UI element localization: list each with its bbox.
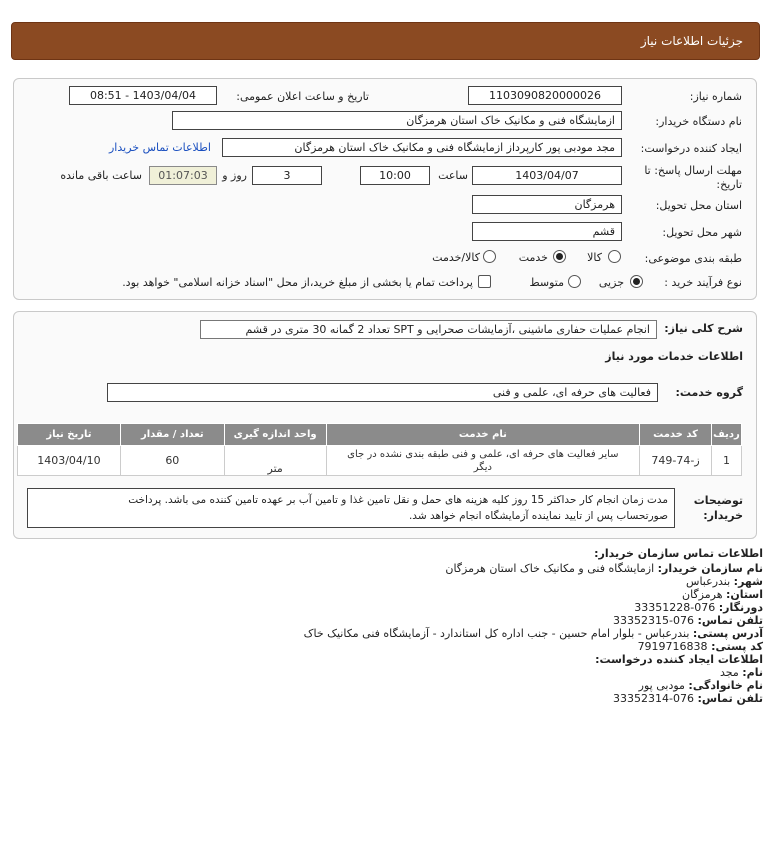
contact-city [686, 575, 763, 588]
col-qty: تعداد / مقدار [120, 424, 224, 446]
creator-phone-value: 076-33352314 [613, 692, 695, 705]
process-option-medium: متوسط [529, 276, 564, 289]
category-option-goods: کالا [587, 251, 602, 264]
days-label: روز و [222, 169, 247, 182]
col-row: ردیف [711, 424, 741, 446]
city-label: شهر محل تحویل: [662, 226, 742, 239]
postal-label: کد پستی: [711, 640, 763, 653]
creator-label: ایجاد کننده درخواست: [640, 142, 742, 155]
table-header-row [18, 424, 742, 446]
deadline-label-1: مهلت ارسال پاسخ: تا [644, 164, 742, 177]
cell-date: 1403/04/10 [18, 446, 121, 476]
contact-buyer-name [445, 562, 763, 575]
buyer-notes-line-2: صورتحساب پس از تایید نماینده آزمایشگاه انجام خواهد شد. [408, 510, 668, 522]
fax-label: دورنگار: [718, 601, 763, 614]
contact-last-name [639, 679, 763, 692]
city-value: بندرعباس [686, 575, 731, 588]
deadline-time-field: 10:00 [360, 166, 430, 185]
buyer-name-label: نام سازمان خریدار: [657, 562, 763, 575]
contact-phone [613, 614, 763, 627]
process-radio-minor[interactable] [630, 275, 643, 288]
phone-value: 076-33352315 [613, 614, 695, 627]
postal-value: 7919716838 [637, 640, 708, 653]
buyer-label: نام دستگاه خریدار: [655, 115, 742, 128]
announce-field: 1403/04/04 - 08:51 [69, 86, 217, 105]
last-name-label: نام خانوادگی: [688, 679, 763, 692]
buyer-notes-label-1: توضیحات [693, 494, 743, 507]
address-label: آدرس پستی: [692, 627, 763, 640]
buyer-contact-link[interactable]: اطلاعات تماس خریدار [109, 141, 211, 154]
category-radio-goods[interactable] [608, 250, 621, 263]
buyer-notes-box [27, 488, 675, 528]
creator-phone-label: تلفن تماس: [697, 692, 763, 705]
category-label: طبقه بندی موضوعی: [644, 252, 742, 265]
category-radio-service[interactable] [553, 250, 566, 263]
city-field: قشم [472, 222, 622, 241]
remaining-label: ساعت باقی مانده [60, 169, 142, 182]
page-title: جزئیات اطلاعات نیاز [640, 34, 743, 48]
items-table [17, 423, 742, 476]
summary-label: شرح کلی نیاز: [664, 322, 743, 335]
contact-first-name [720, 666, 763, 679]
city-label: شهر: [733, 575, 763, 588]
process-radio-medium[interactable] [568, 275, 581, 288]
fax-value: 076-33351228 [634, 601, 716, 614]
contact-province [682, 588, 763, 601]
address-value: بندرعباس - بلوار امام حسین - جنب اداره کل استاندارد - آزمایشگاه فنی مکانیک خاک [303, 627, 690, 640]
category-option-goods-service: کالا/خدمت [432, 251, 480, 264]
contact-creator-phone [613, 692, 763, 705]
treasury-checkbox[interactable] [478, 275, 491, 288]
buyer-name-value: ازمایشگاه فنی و مکانیک خاک استان هرمزگان [445, 562, 655, 575]
col-code: کد خدمت [640, 424, 712, 446]
buyer-notes-line-1: مدت زمان انجام کار حداکثر 15 روز کلیه هزینه های حمل و نقل تامین غذا و تامین آب بر عهده تامین کننده می باشد. پرداخت [128, 494, 668, 506]
contact-fax [634, 601, 763, 614]
contact-postal [638, 640, 763, 653]
province-value: هرمزگان [682, 588, 723, 601]
cell-qty: 60 [120, 446, 224, 476]
contact-org-heading: اطلاعات تماس سازمان خریدار: [594, 547, 763, 560]
time-label: ساعت [438, 169, 468, 182]
days-field: 3 [252, 166, 322, 185]
category-radio-goods-service[interactable] [483, 250, 496, 263]
creator-field: مجد مودبی پور کارپرداز ازمایشگاه فنی و مکانیک خاک استان هرمزگان [222, 138, 622, 157]
cell-row: 1 [711, 446, 741, 476]
deadline-label-2: تاریخ: [716, 178, 742, 191]
province-field: هرمزگان [472, 195, 622, 214]
buyer-notes-label-2: خریدار: [703, 509, 743, 522]
contact-address [304, 627, 763, 640]
announce-label: تاریخ و ساعت اعلان عمومی: [236, 90, 369, 103]
col-unit: واحد اندازه گیری [224, 424, 326, 446]
summary-field: انجام عملیات حفاری ماشینی ،آزمایشات صحرایی و SPT تعداد 2 گمانه 30 متری در قشم [200, 320, 657, 339]
cell-name: سایر فعالیت های حرفه ای، علمی و فنی طبقه بندی نشده در جای دیگر [326, 446, 640, 476]
buyer-field: ازمایشگاه فنی و مکانیک خاک استان هرمزگان [172, 111, 622, 130]
cell-unit: متر [224, 446, 326, 476]
header-bar [11, 22, 760, 60]
process-option-minor: جزیی [598, 276, 624, 289]
treasury-note: پرداخت تمام یا بخشی از مبلغ خرید،از محل "اسناد خزانه اسلامی" خواهد بود. [122, 276, 473, 289]
last-name-value: مودبی پور [638, 679, 685, 692]
category-option-service: خدمت [518, 251, 548, 264]
need-number-label: شماره نیاز: [689, 90, 742, 103]
col-name: نام خدمت [326, 424, 640, 446]
cell-code: ز-74-749 [640, 446, 712, 476]
province-label: استان محل تحویل: [655, 199, 742, 212]
need-number-field: 1103090820000026 [468, 86, 622, 105]
phone-label: تلفن تماس: [697, 614, 763, 627]
col-date: تاریخ نیاز [18, 424, 121, 446]
process-label: نوع فرآیند خرید : [664, 276, 742, 289]
contact-creator-heading: اطلاعات ایجاد کننده درخواست: [595, 653, 763, 666]
service-group-field: فعالیت های حرفه ای، علمی و فنی [107, 383, 658, 402]
remaining-timer: 01:07:03 [149, 166, 217, 185]
services-heading: اطلاعات خدمات مورد نیاز [605, 350, 743, 363]
first-name-label: نام: [742, 666, 763, 679]
first-name-value: مجد [719, 666, 739, 679]
province-label: استان: [726, 588, 763, 601]
deadline-date-field: 1403/04/07 [472, 166, 622, 185]
service-group-label: گروه خدمت: [675, 386, 743, 399]
table-row [18, 446, 742, 476]
